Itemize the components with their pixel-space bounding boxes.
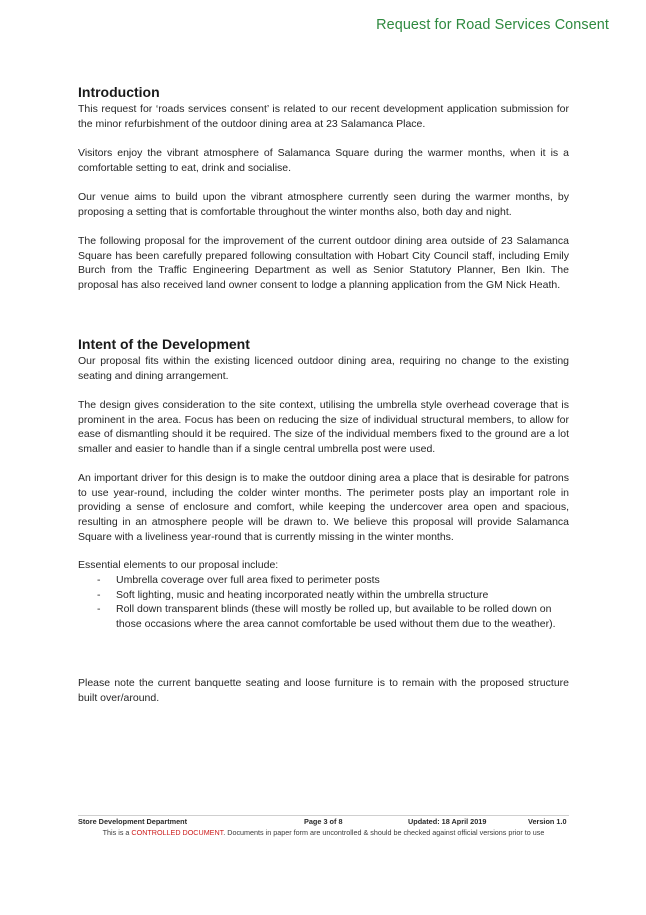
footer-department: Store Development Department [78,817,188,826]
intent-paragraph: The design gives consideration to the site context, utilising the umbrella style overhead coverage that is prominent in the area. Focus has been on reducing the size of individual structural members, to allow for ease of dismantling should it be required. The size of the individual members fixed to the ground are a lot smaller and easier to handle than if a single central umbrella post were used. [78,399,569,456]
intent-paragraph: An important driver for this design is to make the outdoor dining area a place that is desirable for patrons to use year-round, including the colder winter months. The perimeter posts play an important role in providing a sense of enclosure and comfort, while keeping the undercover area open and spacious, resulting in an atmosphere people will be drawn to. We believe this proposal will provide Salamanca Square with a liveliness year-round that is currently missing in the winter months. [78,472,569,543]
footer-divider [78,815,569,816]
list-bullet: - [97,588,101,601]
document-header-title: Request for Road Services Consent [376,17,609,33]
footer-info-row [78,817,569,828]
list-item [78,602,569,631]
footer-version: Version 1.0 [528,817,567,826]
introduction-paragraph: Visitors enjoy the vibrant atmosphere of Salamanca Square during the warmer months, when it is a comfortable setting to eat, drink and socialise. [78,147,569,174]
list-item-text: Roll down transparent blinds (these will mostly be rolled up, but available to be rolled down on those occasions where the area cannot comfortable be used without them due to the weather). [116,603,556,631]
introduction-heading: Introduction [78,84,160,100]
list-bullet: - [97,603,101,616]
introduction-paragraph: Our venue aims to build upon the vibrant atmosphere currently seen during the warmer months, by proposing a setting that is comfortable throughout the winter months also, both day and night. [78,191,569,218]
intent-list-intro: Essential elements to our proposal include: [78,559,279,571]
footer-note-suffix: . Documents in paper form are uncontrolled & should be checked against official versions prior to use [223,828,545,837]
footer-controlled-notice [78,828,569,837]
intent-paragraph: Our proposal fits within the existing licenced outdoor dining area, requiring no change to the existing seating and dining arrangement. [78,355,569,382]
list-item [78,588,569,603]
footer-note-prefix: This is a [102,828,132,837]
introduction-paragraph: This request for ‘roads services consent’ is related to our recent development application submission for the minor refurbishment of the outdoor dining area at 23 Salamanca Place. [78,103,569,130]
list-bullet: - [97,574,101,586]
closing-paragraph: Please note the current banquette seating and loose furniture is to remain with the proposed structure built over/around. [78,677,569,704]
introduction-paragraph: The following proposal for the improvement of the current outdoor dining area outside of 23 Salamanca Square has been carefully prepared following consultation with Hobart City Council staff, including Emily Burch from the Traffic Engineering Department as well as Senior Statutory Planner, Ben Ikin. The proposal has also received land owner consent to lodge a planning application from the GM Nick Heath. [78,235,569,292]
list-item [78,573,569,588]
footer-updated-date: Updated: 18 April 2019 [408,817,487,826]
intent-heading: Intent of the Development [78,336,250,352]
list-item-text: Soft lighting, music and heating incorporated neatly within the umbrella structure [116,588,489,601]
footer-page-number: Page 3 of 8 [304,817,343,826]
controlled-document-label: CONTROLLED DOCUMENT [131,828,224,837]
list-item-text: Umbrella coverage over full area fixed to perimeter posts [116,574,380,586]
essential-elements-list [78,573,569,632]
